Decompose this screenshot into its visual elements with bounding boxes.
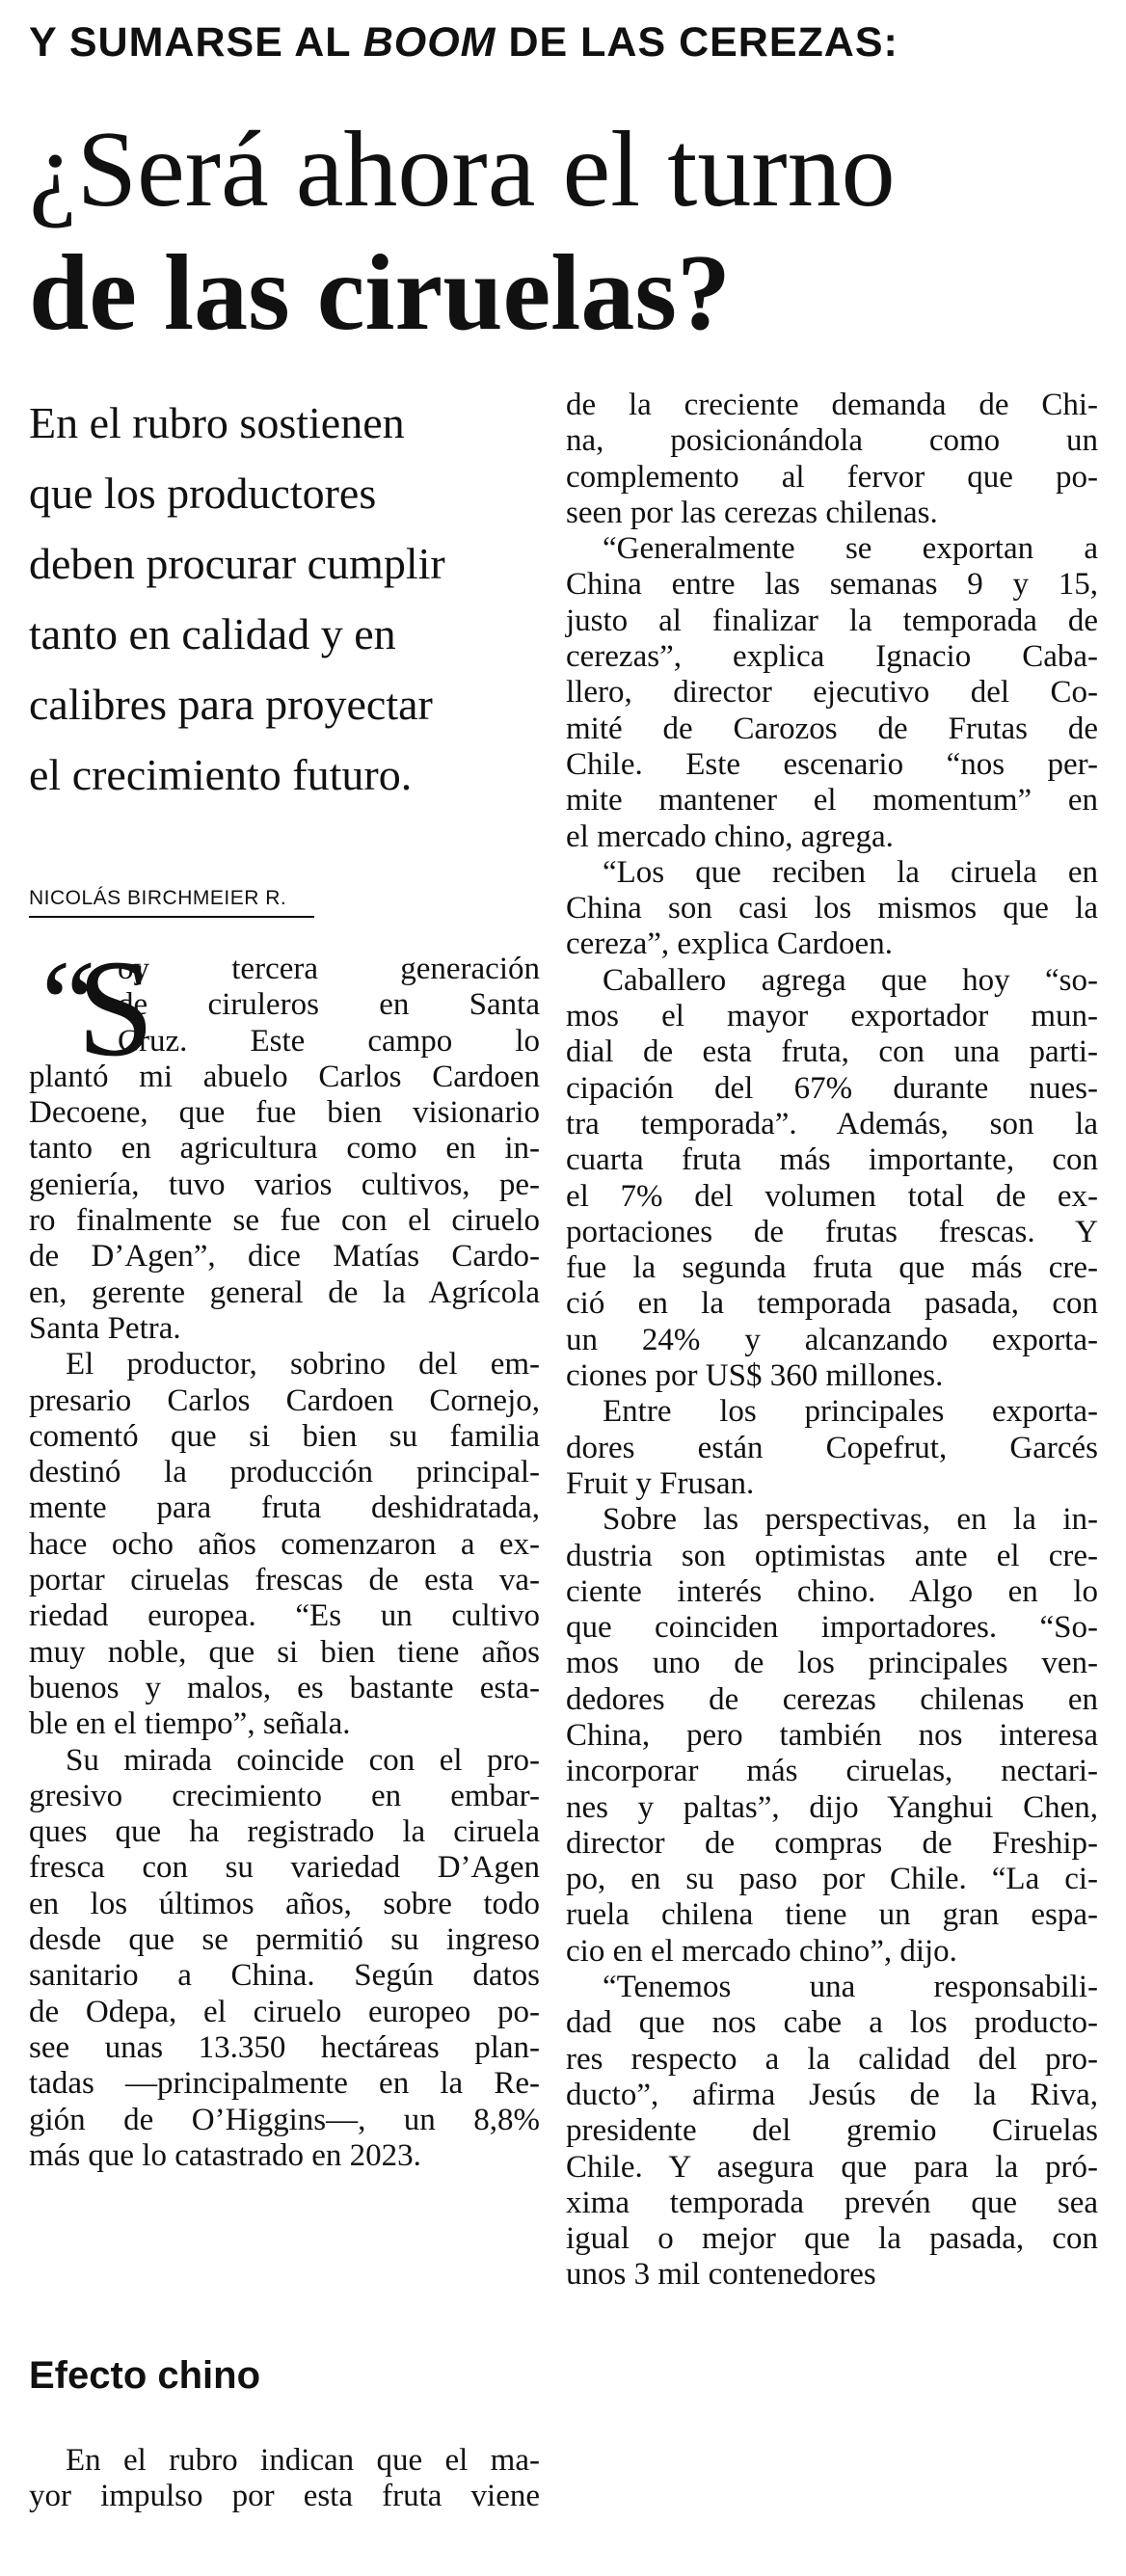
body-line: justo al finalizar la temporada de	[566, 603, 1098, 638]
headline-line-1: ¿Será ahora el turno	[29, 110, 896, 229]
body-line: yor impulso por esta fruta viene	[29, 2479, 540, 2514]
body-line: Chile. Y asegura que para la pró-	[566, 2149, 1098, 2185]
body-line: en, gerente general de la Agrícola	[29, 1275, 540, 1310]
body-line: China entre las semanas 9 y 15,	[566, 567, 1098, 603]
body-line: see unas 13.350 hectáreas plan-	[29, 2029, 540, 2065]
body-line: Cruz. Este campo lo	[118, 1023, 540, 1059]
body-line: presidente del gremio Ciruelas	[566, 2113, 1098, 2149]
body-line: “Generalmente se exportan a	[603, 531, 1098, 567]
body-line: llero, director ejecutivo del Co-	[566, 675, 1098, 711]
body-line: China, pero también nos interesa	[566, 1717, 1098, 1753]
body-line: gresivo crecimiento en embar-	[29, 1778, 540, 1813]
byline: NICOLÁS BIRCHMEIER R.	[29, 887, 287, 909]
drop-quote-mark: “	[29, 935, 98, 1072]
body-line: tadas —principalmente en la Re-	[29, 2066, 540, 2102]
body-line: na, posicionándola como un	[566, 423, 1098, 459]
body-line: de ciruleros en Santa	[118, 987, 540, 1023]
body-line: tanto en agricultura como en in-	[29, 1131, 540, 1167]
body-line: incorporar más ciruelas, nectari-	[566, 1754, 1098, 1789]
body-line: ro finalmente se fue con el ciruelo	[29, 1203, 540, 1239]
body-line: fue la segunda fruta que más cre-	[566, 1250, 1098, 1286]
body-line: el mercado chino, agrega.	[566, 818, 894, 854]
body-line: mente para fruta deshidratada,	[29, 1490, 540, 1526]
body-line: complemento al fervor que po-	[566, 459, 1098, 495]
body-column-2	[566, 388, 1098, 2294]
body-line: tra temporada”. Además, son la	[566, 1106, 1098, 1141]
body-line: ciones por US$ 360 millones.	[566, 1358, 944, 1394]
body-line: de Odepa, el ciruelo europeo po-	[29, 1994, 540, 2029]
body-line: ció en la temporada pasada, con	[566, 1286, 1098, 1322]
body-line: fresca con su variedad D’Agen	[29, 1850, 540, 1886]
byline-rule	[29, 916, 314, 918]
body-line: desde que se permitió su ingreso	[29, 1922, 540, 1958]
body-line: ble en el tiempo”, señala.	[29, 1706, 351, 1742]
lede	[29, 388, 559, 810]
body-line: geniería, tuvo varios cultivos, pe-	[29, 1167, 540, 1202]
body-line: Fruit y Frusan.	[566, 1465, 755, 1501]
lede-line: calibres para proyectar	[29, 680, 433, 729]
body-line: xima temporada prevén que sea	[566, 2185, 1098, 2220]
body-line: plantó mi abuelo Carlos Cardoen	[29, 1059, 540, 1094]
body-line: un 24% y alcanzando exporta-	[566, 1322, 1098, 1357]
body-line: dad que nos cabe a los producto-	[566, 2005, 1098, 2041]
body-line: Decoene, que fue bien visionario	[29, 1095, 540, 1131]
body-line: ques que ha registrado la ciruela	[29, 1814, 540, 1850]
body-line: comentó que si bien su familia	[29, 1418, 540, 1454]
body-column-1	[29, 932, 540, 2174]
body-line: riedad europea. “Es un cultivo	[29, 1598, 540, 1634]
body-line: muy noble, que si bien tiene años	[29, 1634, 540, 1670]
body-line: Sobre las perspectivas, en la in-	[603, 1502, 1098, 1538]
body-line: res respecto a la calidad del pro-	[566, 2041, 1098, 2077]
lede-line: el crecimiento futuro.	[29, 750, 413, 799]
body-line: portar ciruelas frescas de esta va-	[29, 1563, 540, 1598]
body-line: seen por las cerezas chilenas.	[566, 495, 938, 530]
body-line: mos el mayor exportador mun-	[566, 999, 1098, 1034]
body-line: unos 3 mil contenedores	[566, 2257, 876, 2293]
body-line: mité de Carozos de Frutas de	[566, 711, 1098, 746]
body-line: ducto”, afirma Jesús de la Riva,	[566, 2077, 1098, 2112]
body-line: dustria son optimistas ante el cre-	[566, 1538, 1098, 1573]
body-line: Santa Petra.	[29, 1310, 181, 1346]
kicker: Y SUMARSE AL BOOM DE LAS CEREZAS:	[29, 19, 898, 66]
body-line: po, en su paso por Chile. “La ci-	[566, 1862, 1098, 1897]
body-line: Caballero agrega que hoy “so-	[603, 962, 1098, 998]
body-line: de D’Agen”, dice Matías Cardo-	[29, 1239, 540, 1275]
body-line: presario Carlos Cardoen Cornejo,	[29, 1382, 540, 1418]
body-line: China son casi los mismos que la	[566, 891, 1098, 926]
lede-line: tanto en calidad y en	[29, 609, 396, 658]
body-line: dedores de cerezas chilenas en	[566, 1681, 1098, 1717]
body-line: oy tercera generación	[118, 952, 540, 986]
body-line: ciente interés chino. Algo en lo	[566, 1573, 1098, 1609]
body-line: dial de esta fruta, con una parti-	[566, 1034, 1098, 1070]
body-column-1-continued	[29, 2443, 540, 2515]
lede-line: En el rubro sostienen	[29, 398, 405, 447]
body-line: dores están Copefrut, Garcés	[566, 1430, 1098, 1465]
body-line: cereza”, explica Cardoen.	[566, 926, 893, 962]
body-line: En el rubro indican que el ma-	[66, 2443, 540, 2478]
body-line: igual o mejor que la pasada, con	[566, 2221, 1098, 2257]
body-line: en los últimos años, sobre todo	[29, 1886, 540, 1921]
body-line: cerezas”, explica Ignacio Caba-	[566, 639, 1098, 675]
lede-line: deben procurar cumplir	[29, 539, 445, 588]
body-line: sanitario a China. Según datos	[29, 1958, 540, 1994]
body-line: el 7% del volumen total de ex-	[566, 1178, 1098, 1214]
body-line: “Los que reciben la ciruela en	[603, 854, 1098, 890]
body-line: más que lo catastrado en 2023.	[29, 2137, 421, 2173]
body-line: cio en el mercado chino”, dijo.	[566, 1933, 957, 1969]
body-line: Su mirada coincide con el pro-	[66, 1742, 540, 1778]
body-line: El productor, sobrino del em-	[66, 1347, 540, 1382]
body-line: ruela chilena tiene un gran espa-	[566, 1897, 1098, 1933]
body-line: cuarta fruta más importante, con	[566, 1142, 1098, 1178]
body-line: “Tenemos una responsabili-	[603, 1970, 1098, 2005]
body-line: nes y paltas”, dijo Yanghui Chen,	[566, 1789, 1098, 1825]
body-line: portaciones de frutas frescas. Y	[566, 1214, 1098, 1249]
subhead: Efecto chino	[29, 2354, 261, 2397]
body-line: director de compras de Freship-	[566, 1825, 1098, 1861]
body-line: hace ocho años comenzaron a ex-	[29, 1526, 540, 1562]
body-line: destinó la producción principal-	[29, 1455, 540, 1490]
body-line: mos uno de los principales ven-	[566, 1646, 1098, 1681]
headline-line-2: de las ciruelas?	[29, 233, 731, 353]
body-line: buenos y malos, es bastante esta-	[29, 1670, 540, 1705]
lede-line: que los productores	[29, 469, 377, 518]
body-line: gión de O’Higgins—, un 8,8%	[29, 2102, 540, 2137]
body-line: Entre los principales exporta-	[603, 1394, 1098, 1430]
body-line: de la creciente demanda de Chi-	[566, 388, 1098, 422]
body-line: Chile. Este escenario “nos per-	[566, 746, 1098, 782]
drop-cap: S	[77, 932, 155, 1086]
body-line: que coinciden importadores. “So-	[566, 1610, 1098, 1646]
body-line: mite mantener el momentum” en	[566, 783, 1098, 818]
body-line: cipación del 67% durante nues-	[566, 1070, 1098, 1106]
headline	[29, 108, 896, 355]
